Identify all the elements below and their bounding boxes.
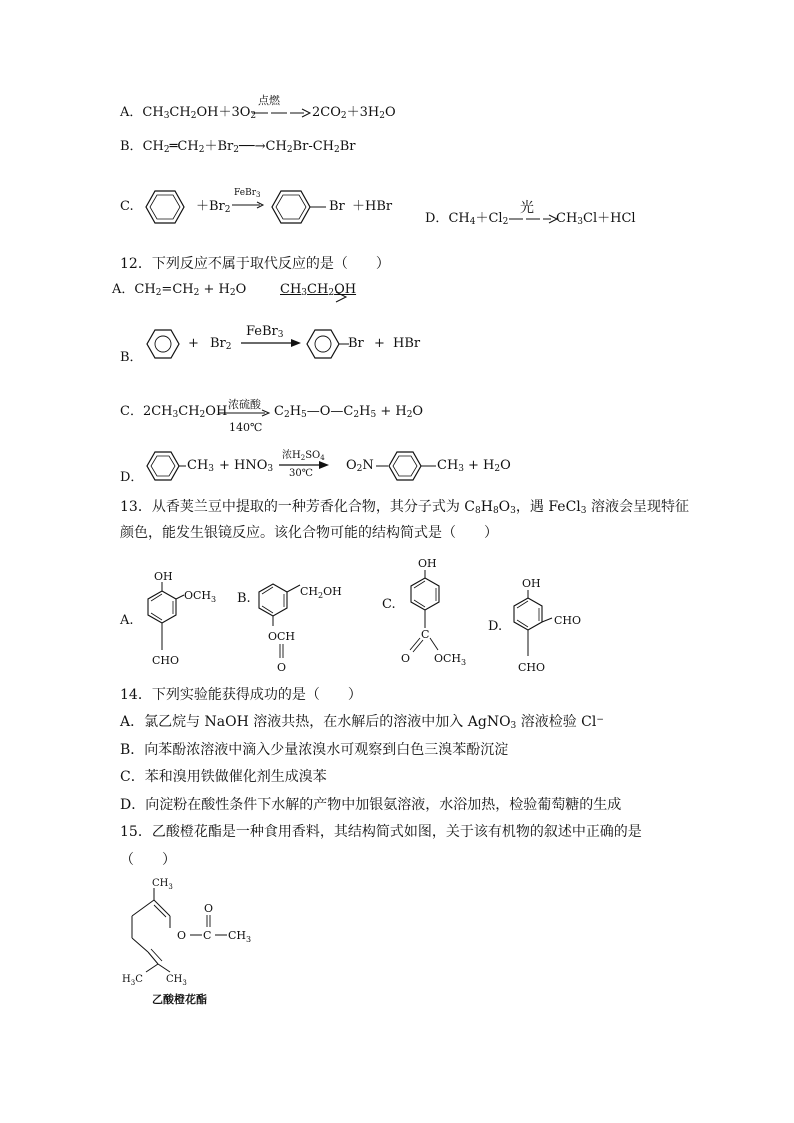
methyl-label: $CH_3$ (152, 878, 173, 891)
option-letter: A. (120, 613, 134, 628)
aldehyde-label: CHO (518, 661, 546, 674)
q12-option-c (120, 403, 227, 421)
q14-option-b: B．向苯酚浓溶液中滴入少量浓溴水可观察到白色三溴苯酚沉淀 (120, 742, 509, 758)
condition-top: 浓硫酸 (228, 398, 261, 411)
option-letter: B． (120, 350, 143, 365)
plus-sign: + (374, 336, 385, 351)
ester-o-label: O (177, 929, 187, 942)
catalyst: FeBr$_3$ (246, 324, 284, 340)
option-letter: C. (382, 597, 396, 612)
reaction-right: $C_2H_5—O—C_2H_5 + H_2O$ (274, 404, 424, 420)
carbonyl-o-label: O (401, 652, 411, 665)
condition-light: 光 (520, 200, 534, 216)
reaction-right: $2CO_2+3H_2O$ (312, 105, 396, 121)
aldehyde-label: CHO (152, 654, 180, 667)
plus-sign: + (468, 458, 479, 473)
reaction-left: $CH_4+Cl_2$ (448, 211, 509, 227)
q12-option-a (112, 281, 246, 299)
reaction-condition: $CH_3CH_2OH$ (280, 282, 357, 298)
carbonyl-o-label: O (204, 902, 214, 915)
condition-bottom: 30℃ (289, 468, 313, 479)
reagent: $+Br_2$ (196, 199, 231, 215)
catalyst: FeBr$_3$ (234, 188, 261, 199)
benzene-ring-icon (145, 190, 185, 224)
methyl-group: $CH_3$ (187, 458, 215, 474)
structure-b-icon (252, 574, 352, 674)
reaction-left: $CH_3CH_2OH+3O_2$ (142, 105, 257, 121)
carbon-label: C (421, 628, 430, 641)
q14-option-a: A．氯乙烷与 NaOH 溶液共热，在水解后的溶液中加入 AgNO$_3$ 溶液检验 Cl− (120, 714, 604, 731)
methoxy-label: $OCH_3$ (434, 652, 467, 667)
reaction-arrow (509, 214, 557, 224)
arrow-head-icon (334, 292, 348, 302)
reaction-equation: $CH_2═CH_2+Br_2──\to CH_2Br-CH_2Br$ (142, 139, 356, 155)
hydroxyl-label: OH (522, 577, 541, 590)
substituent: Br (329, 199, 345, 214)
q14-stem: 14．下列实验能获得成功的是（ ） (120, 687, 362, 703)
formate-label: OCH (268, 630, 296, 643)
q11-option-d (425, 210, 508, 228)
hydroxymethyl-label: $CH_2OH$ (300, 585, 342, 600)
plus-sign: + (188, 336, 199, 351)
reagent: $Br_2$ (210, 336, 232, 352)
structure-caption: 乙酸橙花酯 (152, 993, 207, 1006)
q15-stem-line2: （ ） (120, 852, 176, 868)
q14-option-c: C．苯和溴用铁做催化剂生成溴苯 (120, 769, 327, 785)
structure-d-icon (504, 574, 594, 678)
option-letter: C． (120, 404, 143, 419)
methoxy-label: $OCH_3$ (184, 589, 217, 604)
nitro-group: $O_2N$ (346, 458, 374, 474)
option-letter: D. (488, 619, 503, 634)
toluene-ring-icon (146, 451, 186, 481)
option-letter: B. (237, 591, 251, 606)
reaction-left: $CH_2=CH_2 + H_2O$ (134, 282, 247, 298)
q15-stem-line1: 15．乙酸橙花酯是一种食用香料，其结构简式如图，关于该有机物的叙述中正确的是 (120, 824, 642, 840)
carbonyl-o-label: O (277, 661, 287, 674)
q12-stem: 12．下列反应不属于取代反应的是（ ） (120, 256, 390, 272)
carbonyl-c-label: C (203, 929, 212, 942)
reagent: + $HNO_3$ (219, 458, 274, 474)
reaction-arrow (241, 339, 301, 347)
aldehyde-label: CHO (554, 614, 582, 627)
reaction-arrow (219, 409, 271, 417)
option-letter: D． (120, 470, 144, 485)
reaction-arrow (232, 201, 264, 209)
q13-stem-line1: 13．从香荚兰豆中提取的一种芳香化合物，其分子式为 $C_8H_8O_3$，遇 FeCl$_3$ 溶液会呈现特征 (120, 499, 689, 516)
reaction-arrow (252, 108, 310, 118)
methyl-group: $CH_3$ (437, 458, 465, 474)
option-letter: D． (425, 211, 449, 226)
product: ＋HBr (352, 199, 393, 214)
q11-option-b (120, 138, 356, 156)
q14-option-d: D．向淀粉在酸性条件下水解的产物中加银氨溶液，水浴加热，检验葡萄糖的生成 (120, 797, 622, 813)
condition-bottom: 140℃ (229, 421, 263, 434)
p-nitrotoluene-ring-icon (376, 451, 438, 481)
benzene-ring-icon (146, 329, 180, 359)
reaction-left: $2CH_3CH_2OH$ (142, 404, 228, 420)
q11-option-a (120, 104, 256, 122)
structure-c-icon (398, 556, 488, 676)
acetyl-methyl-label: $CH_3$ (228, 929, 252, 944)
water: $H_2O$ (483, 458, 511, 474)
option-letter: B． (120, 139, 143, 154)
reaction-right: $CH_3Cl+HCl$ (556, 211, 636, 227)
product: HBr (393, 336, 421, 351)
substituent: Br (348, 336, 364, 351)
hydroxyl-label: OH (154, 570, 173, 583)
condition-top: 浓$H_2SO_4$ (282, 450, 325, 462)
condition-ignite: 点燃 (258, 94, 280, 107)
option-letter: C. (120, 199, 134, 214)
q13-stem-line2: 颜色，能发生银镜反应。该化合物可能的结构简式是（ ） (120, 525, 498, 541)
option-letter: A． (120, 105, 143, 120)
methyl-label: $CH_3$ (166, 974, 187, 987)
hydroxyl-label: OH (418, 557, 437, 570)
methyl-label: $H_3C$ (122, 974, 143, 987)
option-letter: A． (112, 282, 135, 297)
structure-a-icon (138, 568, 228, 670)
